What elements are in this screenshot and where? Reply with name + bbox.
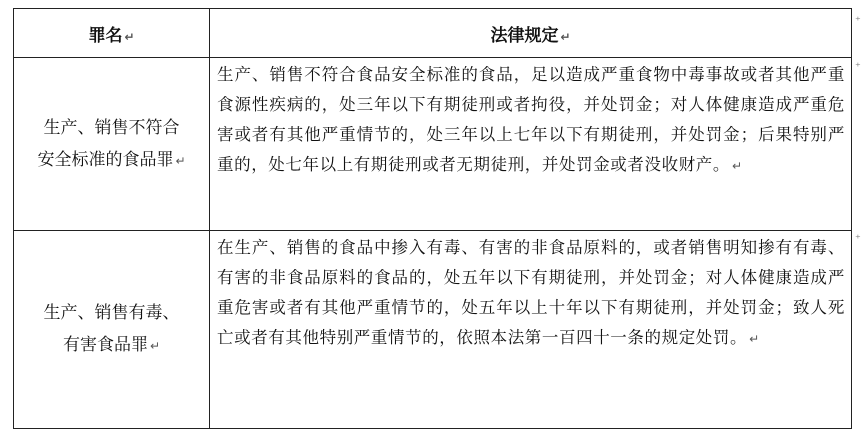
crime-name-cell [14,58,210,231]
end-of-row-mark-icon: ⁺ [855,14,861,27]
header-cell-crime-name [14,9,210,58]
paragraph-mark-icon: ↵ [732,159,743,173]
end-of-row-mark-icon: ⁺ [855,60,861,73]
paragraph-mark-icon: ↵ [175,153,186,168]
paragraph-mark-icon: ↵ [749,332,760,346]
header-cell-legal-provision [210,9,852,58]
law-table [13,8,852,429]
legal-provision-cell [210,231,852,429]
table-row [14,58,852,231]
paragraph-mark-icon: ↵ [124,29,135,44]
crime-name-cell [14,231,210,429]
legal-provision-cell [210,58,852,231]
paragraph-mark-icon: ↵ [560,29,571,44]
crime-name-line: 安全标准的食品罪 ↵ [14,144,209,177]
crime-name-line: 生产、销售不符合 [43,117,180,138]
crime-name-line: 生产、销售有毒、 [43,303,180,323]
table-header-row [14,9,852,58]
header-crime-name-text: 罪名 [88,25,123,46]
crime-name-line: 有害食品罪 ↵ [14,329,209,362]
legal-provision-text: 在生产、销售的食品中掺入有毒、有害的非食品原料的，或者销售明知掺有有毒、有害的非食品原料的食品的，处五年以下有期徒刑，并处罚金；对人体健康造成严重危害或者有其他严重情节的，处五年以上十年以下有期徒刑，并处罚金；致人死亡或者有其他特别严重情节的，依照本法第一百四十一条的规定处罚。 [217,238,845,347]
legal-provision-text: 生产、销售不符合食品安全标准的食品，足以造成严重食物中毒事故或者其他严重食源性疾病的，处三年以下有期徒刑或者拘役，并处罚金；对人体健康造成严重危害或者有其他严重情节的，处三年以上七年以下有期徒刑，并处罚金；后果特别严重的，处七年以上有期徒刑或者无期徒刑，并处罚金或者没收财产。 [217,65,845,174]
end-of-row-mark-icon: ⁺ [855,232,861,245]
header-legal-provision-text: 法律规定 [490,25,559,46]
paragraph-mark-icon: ↵ [149,339,161,353]
table-row [14,231,852,429]
